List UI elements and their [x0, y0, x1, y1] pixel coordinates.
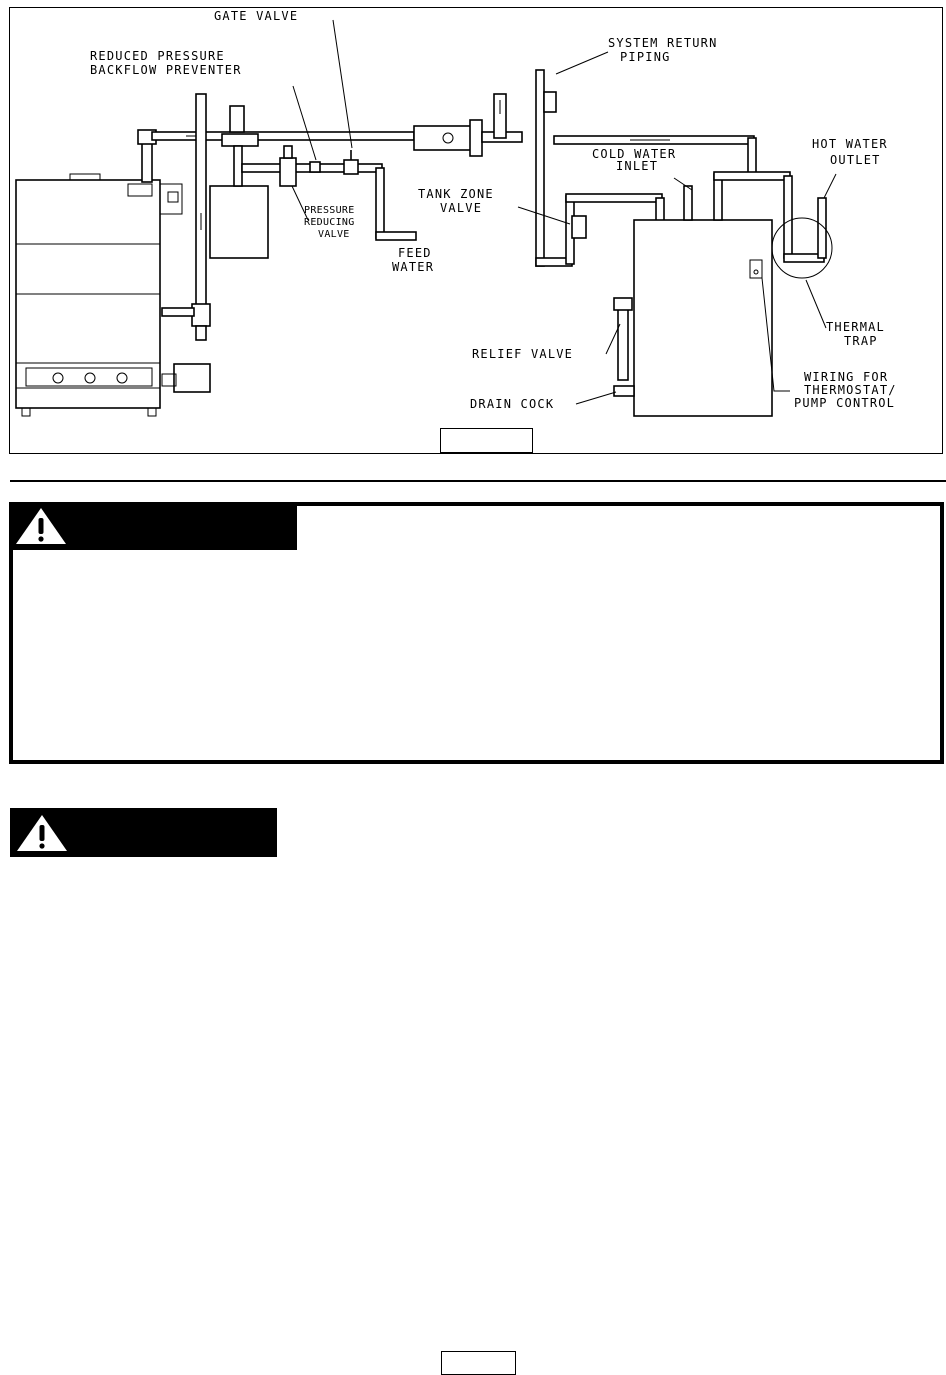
label-prv-line2: REDUCING	[304, 217, 355, 228]
label-drain-cock: DRAIN COCK	[470, 397, 555, 411]
label-feed-line1: FEED	[398, 246, 432, 260]
label-prv-line1: PRESSURE	[304, 205, 355, 216]
label-thermal-trap-line1: THERMAL	[826, 320, 885, 334]
warning-box	[9, 502, 944, 764]
figure-label-box	[440, 428, 533, 453]
label-hot-water-line2: OUTLET	[830, 153, 881, 167]
label-backflow-line1: REDUCED PRESSURE	[90, 49, 225, 63]
piping-diagram-frame	[9, 7, 943, 454]
label-relief-valve: RELIEF VALVE	[472, 347, 574, 361]
boiler	[16, 174, 210, 416]
section-divider	[10, 480, 946, 482]
label-system-return-line1: SYSTEM RETURN	[608, 36, 718, 50]
warning-triangle-icon	[13, 505, 69, 547]
circulator-pump	[414, 94, 522, 156]
label-cold-water-line1: COLD WATER	[592, 147, 677, 161]
label-tank-zone-line1: TANK ZONE	[418, 187, 494, 201]
label-tank-zone-line2: VALVE	[440, 201, 483, 215]
label-thermal-trap-line2: TRAP	[844, 334, 878, 348]
water-heater-tank	[614, 172, 832, 416]
piping-diagram	[10, 8, 944, 455]
warning-triangle-icon	[14, 812, 70, 854]
caution-header	[10, 808, 277, 857]
label-cold-water-line2: INLET	[616, 159, 659, 173]
label-gate-valve: GATE VALVE	[214, 9, 299, 23]
label-wiring-line3: PUMP CONTROL	[794, 396, 896, 410]
label-prv-line3: VALVE	[318, 229, 350, 240]
label-wiring-line1: WIRING FOR	[804, 370, 889, 384]
label-backflow-line2: BACKFLOW PREVENTER	[90, 63, 242, 77]
warning-header	[9, 502, 297, 550]
page-number-box	[441, 1351, 516, 1375]
label-feed-line2: WATER	[392, 260, 435, 274]
label-wiring-line2: THERMOSTAT/	[804, 383, 897, 397]
supply-piping	[138, 94, 416, 340]
label-hot-water-line1: HOT WATER	[812, 137, 888, 151]
label-system-return-line2: PIPING	[620, 50, 671, 64]
